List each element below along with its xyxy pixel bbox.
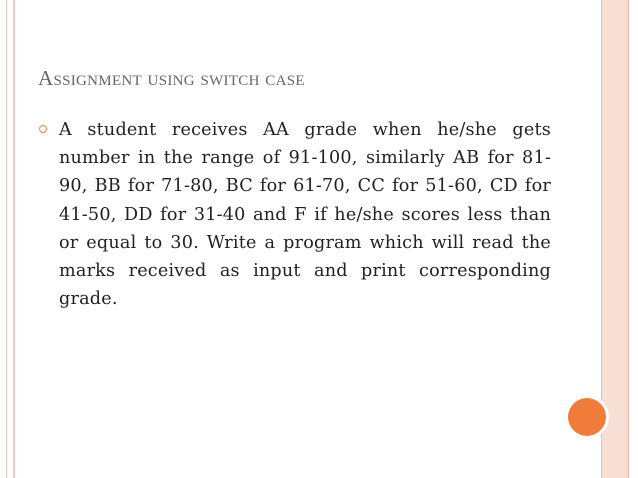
right-rule-outer bbox=[628, 0, 629, 478]
left-inner-rule bbox=[13, 0, 15, 478]
slide-title: Assignment using switch case bbox=[38, 66, 305, 90]
bullet-icon bbox=[39, 125, 47, 133]
bullet-list bbox=[39, 116, 551, 313]
orange-circle-decoration bbox=[568, 398, 606, 436]
right-band bbox=[602, 0, 628, 478]
bullet-text: A student receives AA grade when he/she gets number in the range of 91-100, similarly AB for 81-90, BB for 71-80, BC for 61-70, CC for 51-60, CD for 41-50, DD for 31-40 and F if he/she scores less than or equal to 30. Write a program which will read the marks received as input and print corresponding grade. bbox=[59, 120, 551, 310]
left-outer-rule bbox=[6, 0, 7, 478]
